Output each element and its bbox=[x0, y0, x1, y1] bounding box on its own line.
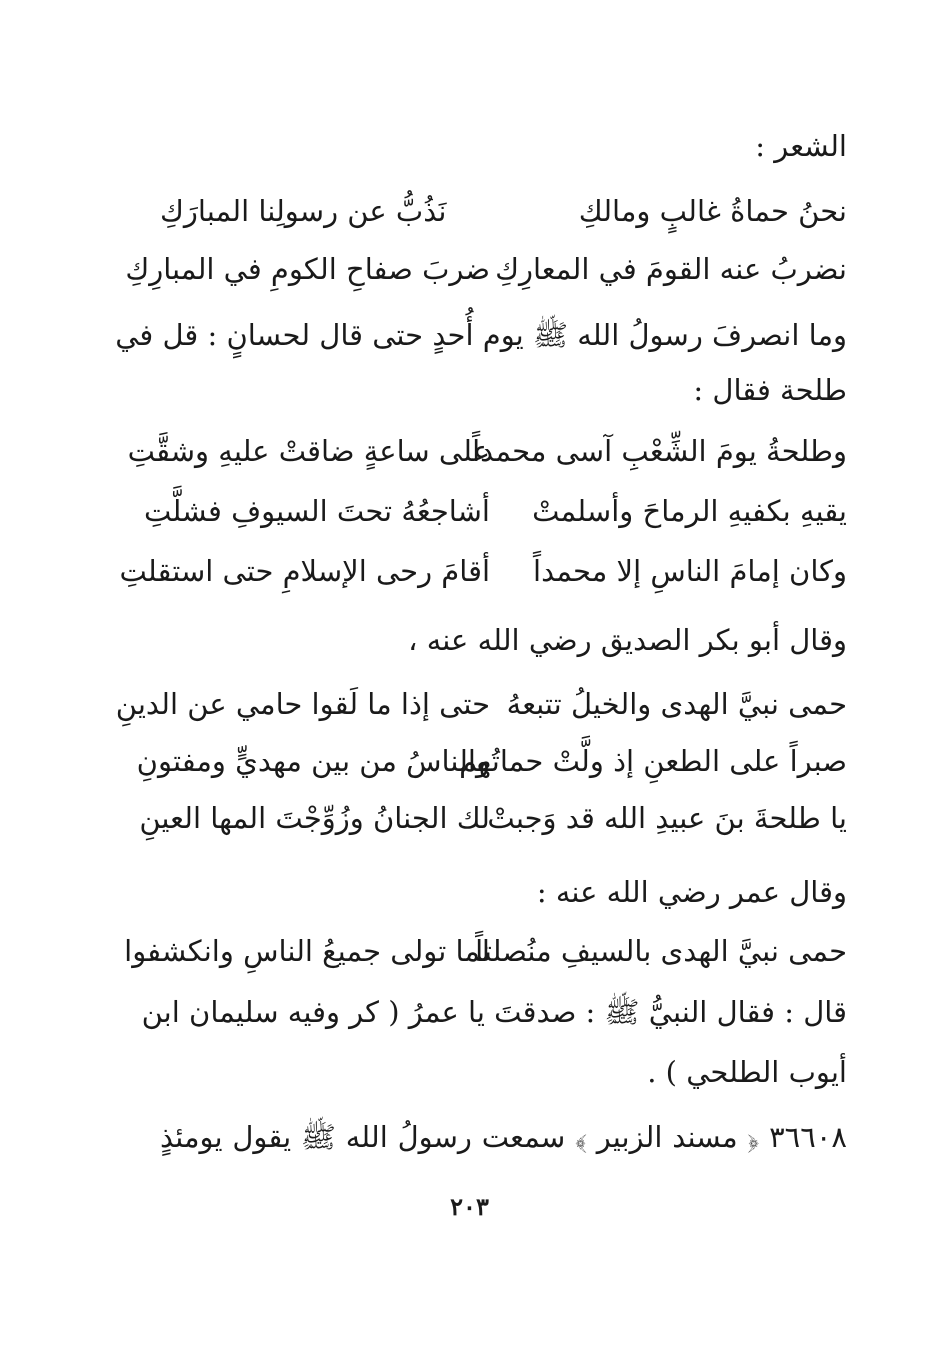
verse-line bbox=[160, 190, 847, 232]
prose-line: وقال عمر رضي الله عنه : bbox=[536, 875, 847, 909]
verse-first-hemistich: نحنُ حماةُ غالبٍ ومالكِ bbox=[578, 194, 847, 228]
verse-first-hemistich: يقيهِ بكفيهِ الرماحَ وأسلمتْ bbox=[532, 494, 847, 528]
verse-line bbox=[119, 550, 847, 592]
verse-first-hemistich: وطلحةُ يومَ الشِّعْبِ آسى محمداً bbox=[472, 434, 847, 468]
prose-line: وقال أبو بكر الصديق رضي الله عنه ، bbox=[408, 623, 847, 657]
verse-second-hemistich: نَذُبُّ عن رسولِنا المبارَكِ bbox=[160, 194, 447, 228]
verse-line bbox=[136, 740, 847, 782]
verse-second-hemistich: والناسُ من بين مهديٍّ ومفتونِ bbox=[136, 744, 490, 778]
prose-line: أيوب الطلحي ) . bbox=[647, 1055, 847, 1089]
verse-line bbox=[115, 683, 847, 725]
verse-second-hemistich: ضربَ صفاحِ الكومِ في المبارِكِ bbox=[125, 252, 490, 286]
verse-second-hemistich: أشاجعُهُ تحتَ السيوفِ فشلَّتِ bbox=[144, 494, 490, 528]
verse-first-hemistich: صبراً على الطعنِ إذ ولَّتْ حماتُهم bbox=[459, 744, 847, 778]
verse-line bbox=[144, 490, 847, 532]
poetry-heading: الشعر : bbox=[755, 129, 847, 163]
page-number: ٢٠٣ bbox=[450, 1192, 489, 1221]
verse-first-hemistich: يا طلحةَ بنَ عبيدِ الله قد وَجبتْ bbox=[487, 801, 847, 835]
verse-line bbox=[127, 430, 847, 472]
verse-second-hemistich: لما تولى جميعُ الناسِ وانكشفوا bbox=[124, 934, 490, 968]
verse-second-hemistich: أقامَ رحى الإسلامِ حتى استقلتِ bbox=[119, 554, 490, 588]
prose-line: قال : فقال النبيُّ ﷺ : صدقتَ يا عمرُ ( كر وفيه سليمان ابن bbox=[141, 995, 847, 1029]
verse-second-hemistich: لك الجنانُ وزُوِّجْتَ المها العينِ bbox=[139, 801, 490, 835]
verse-first-hemistich: وكان إمامَ الناسِ إلا محمداً bbox=[533, 554, 847, 588]
verse-line bbox=[139, 797, 847, 839]
verse-second-hemistich: على ساعةٍ ضاقتْ عليهِ وشقَّتِ bbox=[127, 434, 490, 468]
prose-line: وما انصرفَ رسولُ الله ﷺ يوم أُحدٍ حتى قال لحسانٍ : قل في bbox=[115, 318, 847, 352]
prose-line: طلحة فقال : bbox=[693, 373, 847, 407]
verse-line bbox=[125, 248, 847, 290]
verse-first-hemistich: حمى نبيَّ الهدى بالسيفِ منُصلتاً bbox=[475, 934, 847, 968]
verse-first-hemistich: حمى نبيَّ الهدى والخيلُ تتبعهُ bbox=[506, 687, 847, 721]
verse-second-hemistich: حتى إذا ما لَقوا حامي عن الدينِ bbox=[115, 687, 490, 721]
hadith-line: ٣٦٦٠٨ ﴿ مسند الزبير ﴾ سمعت رسولُ الله ﷺ يقول يومئذٍ bbox=[160, 1120, 847, 1154]
verse-line bbox=[124, 930, 847, 972]
verse-first-hemistich: نضربُ عنه القومَ في المعارِكِ bbox=[495, 252, 847, 286]
